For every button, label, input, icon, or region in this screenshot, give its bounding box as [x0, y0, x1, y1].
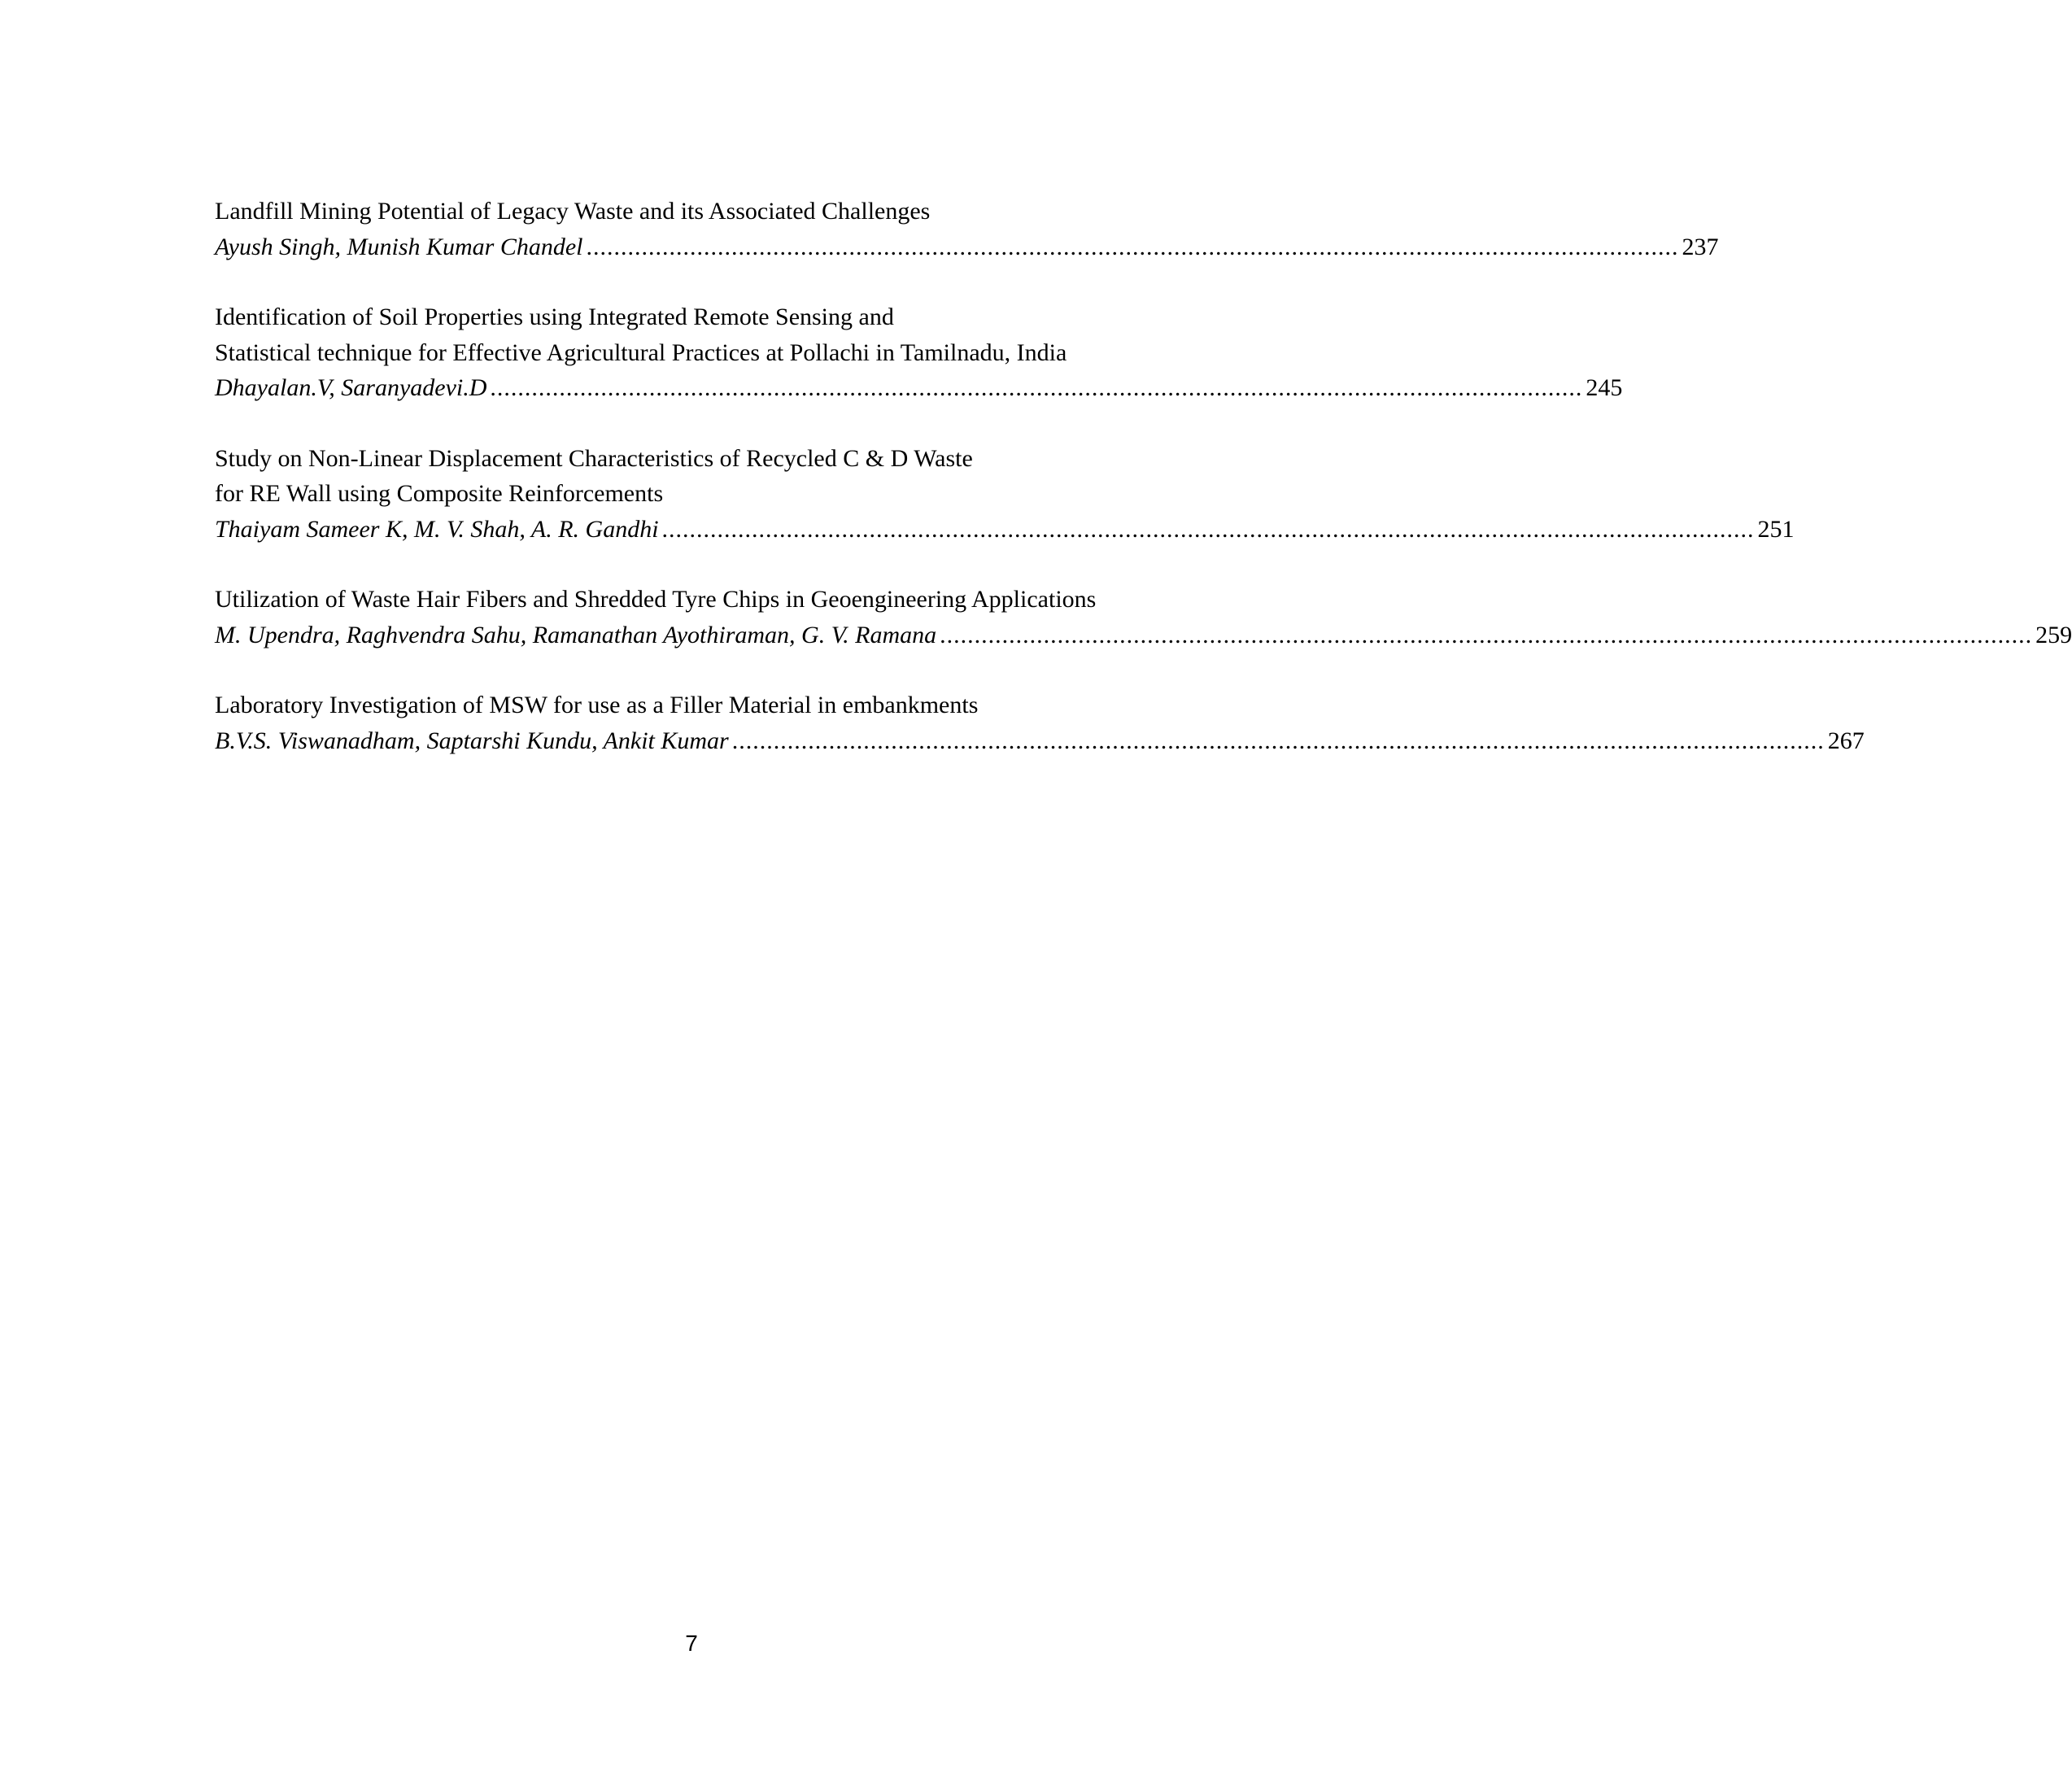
toc-entry — [215, 688, 1865, 758]
entry-authors: M. Upendra, Raghvendra Sahu, Ramanathan Ayothiraman, G. V. Ramana — [215, 621, 937, 648]
entry-title: Landfill Mining Potential of Legacy Waste and its Associated Challenges — [215, 198, 931, 225]
entry-title: Study on Non-Linear Displacement Characteristics of Recycled C & D Waste — [215, 444, 973, 472]
entry-title: Statistical technique for Effective Agricultural Practices at Pollachi in Tamilnadu, India — [215, 338, 1067, 366]
toc-entry — [215, 299, 1623, 406]
entry-author-line — [215, 723, 1865, 759]
entry-authors: Ayush Singh, Munish Kumar Chandel — [215, 233, 583, 260]
entry-author-line — [215, 618, 2072, 653]
table-of-contents — [215, 194, 2072, 793]
dot-leader: .............................................................................................................................................................. — [940, 621, 2033, 648]
entry-title: Laboratory Investigation of MSW for use as a Filler Material in embankments — [215, 692, 979, 718]
entry-page-number: 245 — [1586, 374, 1623, 401]
dot-leader: .............................................................................................................................................................. — [661, 515, 1755, 543]
page-number: 7 — [685, 1631, 698, 1656]
entry-authors: B.V.S. Viswanadham, Saptarshi Kundu, Ankit Kumar — [215, 727, 729, 754]
entry-page-number: 259 — [2035, 621, 2072, 648]
entry-page-number: 237 — [1682, 233, 1719, 260]
entry-title: Utilization of Waste Hair Fibers and Shredded Tyre Chips in Geoengineering Applications — [215, 586, 1097, 613]
entry-page-number: 267 — [1827, 727, 1865, 754]
entry-title: for RE Wall using Composite Reinforcements — [215, 480, 664, 507]
dot-leader: .............................................................................................................................................................. — [731, 727, 1825, 754]
toc-entry — [215, 194, 1719, 264]
dot-leader: .............................................................................................................................................................. — [490, 374, 1583, 401]
entry-authors: Dhayalan.V, Saranyadevi.D — [215, 374, 487, 401]
entry-author-line — [215, 370, 1623, 406]
toc-entry — [215, 582, 2072, 653]
toc-entry — [215, 441, 1795, 548]
entry-page-number: 251 — [1757, 515, 1795, 543]
dot-leader: .............................................................................................................................................................. — [586, 233, 1679, 260]
entry-title: Identification of Soil Properties using Integrated Remote Sensing and — [215, 303, 894, 330]
entry-author-line — [215, 229, 1719, 265]
entry-authors: Thaiyam Sameer K, M. V. Shah, A. R. Gandhi — [215, 515, 659, 543]
entry-author-line — [215, 512, 1795, 548]
